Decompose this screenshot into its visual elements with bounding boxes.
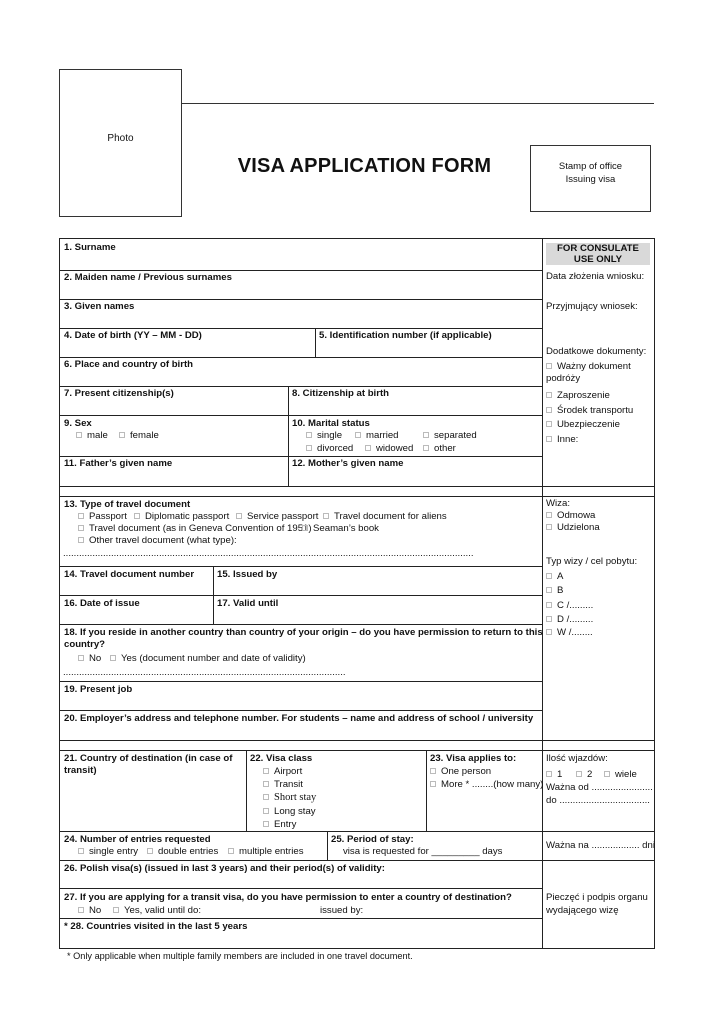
checkbox-icon bbox=[263, 821, 269, 827]
no-label: No bbox=[89, 905, 102, 916]
geneva-label: Travel document (as in Geneva Convention of 1951) bbox=[89, 523, 312, 534]
row-divider bbox=[59, 415, 542, 416]
entries-1-label: 1 bbox=[557, 769, 563, 780]
checkbox-geneva-document[interactable] bbox=[78, 523, 312, 535]
checkbox-icon bbox=[546, 616, 552, 622]
checkbox-icon bbox=[78, 537, 84, 543]
male-label: male bbox=[87, 430, 108, 441]
row-divider bbox=[59, 566, 542, 567]
checkbox-short-stay[interactable] bbox=[263, 792, 316, 804]
checkbox-icon bbox=[236, 513, 242, 519]
row-divider bbox=[59, 710, 542, 711]
double-entries-label: double entries bbox=[158, 846, 219, 857]
refusal-label: Odmowa bbox=[557, 510, 596, 521]
type-w-label: W /........ bbox=[557, 627, 593, 638]
entry-label: Entry bbox=[274, 819, 297, 830]
field-date-of-issue[interactable]: 16. Date of issue bbox=[64, 598, 140, 609]
row-divider bbox=[59, 740, 542, 741]
field-transit-permission: 27. If you are applying for a transit visa, do you have permission to enter a country of destination? bbox=[64, 892, 512, 903]
row-divider bbox=[59, 456, 542, 457]
consulate-stamp-sign: Pieczęć i podpis organu bbox=[546, 892, 648, 903]
type-b-label: B bbox=[557, 585, 564, 596]
col-divider bbox=[213, 566, 214, 624]
checkbox-icon bbox=[323, 513, 329, 519]
checkbox-icon bbox=[78, 907, 84, 913]
checkbox-service-passport[interactable] bbox=[236, 511, 318, 523]
row-divider bbox=[59, 270, 542, 271]
checkbox-icon bbox=[546, 436, 552, 442]
field-destination-country[interactable]: 21. Country of destination (in case of bbox=[64, 753, 233, 764]
consulate-heading: FOR CONSULATE USE ONLY bbox=[546, 243, 650, 265]
col-divider bbox=[426, 750, 427, 831]
consulate-valid-to[interactable]: do .................................. bbox=[546, 795, 650, 806]
checkbox-icon bbox=[263, 794, 269, 800]
row-divider bbox=[59, 860, 542, 861]
consulate-valid-from[interactable]: Ważna od ....................... bbox=[546, 782, 653, 793]
female-label: female bbox=[130, 430, 159, 441]
checkbox-icon bbox=[78, 655, 84, 661]
checkbox-one-person[interactable] bbox=[430, 766, 491, 778]
field-marital-status: 10. Marital status bbox=[292, 418, 370, 429]
consulate-visa-type: Typ wizy / cel pobytu: bbox=[546, 556, 638, 567]
footnote: * Only applicable when multiple family members are included in one travel document. bbox=[67, 951, 413, 961]
airport-label: Airport bbox=[274, 766, 303, 777]
field-surname[interactable]: 1. Surname bbox=[64, 242, 116, 253]
separated-label: separated bbox=[434, 430, 477, 441]
row-divider bbox=[59, 486, 542, 487]
row-divider bbox=[59, 918, 542, 919]
consulate-divider bbox=[542, 238, 543, 949]
entries-2-label: 2 bbox=[587, 769, 593, 780]
checkbox-icon bbox=[546, 407, 552, 413]
checkbox-double-entries[interactable] bbox=[147, 846, 218, 858]
checkbox-icon bbox=[430, 768, 436, 774]
checkbox-diplomatic-passport[interactable] bbox=[134, 511, 229, 523]
checkbox-icon bbox=[546, 587, 552, 593]
multiple-entries-label: multiple entries bbox=[239, 846, 304, 857]
checkbox-married[interactable] bbox=[355, 430, 399, 442]
checkbox-transit-no[interactable] bbox=[78, 905, 101, 917]
field-period-of-stay: 25. Period of stay: bbox=[331, 834, 414, 845]
checkbox-other[interactable] bbox=[423, 443, 456, 455]
checkbox-icon bbox=[263, 781, 269, 787]
field-issued-by[interactable]: 15. Issued by bbox=[217, 569, 278, 580]
consulate-entries-count: Ilość wjazdów: bbox=[546, 753, 608, 764]
checkbox-icon bbox=[263, 808, 269, 814]
checkbox-icon bbox=[546, 629, 552, 635]
invitation-label: Zaproszenie bbox=[557, 390, 610, 401]
field-valid-until[interactable]: 17. Valid until bbox=[217, 598, 279, 609]
checkbox-icon bbox=[78, 848, 84, 854]
transport-label: Środek transportu bbox=[557, 405, 634, 416]
col-divider bbox=[315, 328, 316, 357]
period-of-stay-input[interactable]: visa is requested for _________ days bbox=[343, 846, 503, 857]
checkbox-icon bbox=[228, 848, 234, 854]
consulate-divider-h bbox=[542, 831, 655, 832]
header-rule bbox=[182, 103, 654, 104]
field-citizenship-at-birth[interactable]: 8. Citizenship at birth bbox=[292, 388, 390, 399]
checkbox-transit-yes[interactable] bbox=[113, 905, 201, 917]
checkbox-male[interactable] bbox=[76, 430, 108, 442]
consulate-valid-days[interactable]: Ważna na .................. dni bbox=[546, 840, 655, 851]
insurance-label: Ubezpieczenie bbox=[557, 419, 620, 430]
consulate-divider-h bbox=[542, 740, 655, 741]
checkbox-icon bbox=[576, 771, 582, 777]
checkbox-icon bbox=[147, 848, 153, 854]
checkbox-passport[interactable] bbox=[78, 511, 127, 523]
yes-label: Yes (document number and date of validity) bbox=[121, 653, 306, 664]
row-divider bbox=[59, 888, 542, 889]
checkbox-multiple-entries[interactable] bbox=[228, 846, 304, 858]
type-a-label: A bbox=[557, 571, 564, 582]
checkbox-long-stay[interactable] bbox=[263, 806, 316, 818]
checkbox-return-no[interactable] bbox=[78, 653, 101, 665]
col-divider bbox=[246, 750, 247, 831]
checkbox-icon bbox=[355, 432, 361, 438]
checkbox-icon bbox=[113, 907, 119, 913]
other-docs-label: Inne: bbox=[557, 434, 579, 445]
field-date-of-birth[interactable]: 4. Date of birth (YY – MM - DD) bbox=[64, 330, 202, 341]
transit-issued-by[interactable]: issued by: bbox=[320, 905, 364, 916]
checkbox-icon bbox=[546, 363, 552, 369]
checkbox-type-d[interactable] bbox=[546, 614, 593, 626]
checkbox-valid-travel-doc[interactable] bbox=[546, 361, 631, 373]
col-divider bbox=[327, 831, 328, 860]
checkbox-divorced[interactable] bbox=[306, 443, 353, 455]
consulate-stamp-sign-cont: wydającego wizę bbox=[546, 905, 619, 916]
checkbox-icon bbox=[546, 602, 552, 608]
transit-label: Transit bbox=[274, 779, 303, 790]
checkbox-icon bbox=[430, 781, 436, 787]
field-sex: 9. Sex bbox=[64, 418, 92, 429]
checkbox-separated[interactable] bbox=[423, 430, 477, 442]
checkbox-icon bbox=[78, 525, 84, 531]
checkbox-single-entry[interactable] bbox=[78, 846, 138, 858]
checkbox-type-w[interactable] bbox=[546, 627, 593, 639]
type-c-label: C /......... bbox=[557, 600, 594, 611]
consulate-divider-h bbox=[542, 860, 655, 861]
type-d-label: D /......... bbox=[557, 614, 594, 625]
seaman-label: Seaman’s book bbox=[313, 523, 379, 534]
no-label: No bbox=[89, 653, 102, 664]
checkbox-widowed[interactable] bbox=[365, 443, 413, 455]
checkbox-icon bbox=[423, 432, 429, 438]
field-identification-number[interactable]: 5. Identification number (if applicable) bbox=[319, 330, 492, 341]
row-divider bbox=[59, 750, 542, 751]
field-maiden-name[interactable]: 2. Maiden name / Previous surnames bbox=[64, 272, 232, 283]
checkbox-seamans-book[interactable] bbox=[302, 523, 379, 535]
yes-valid-label: Yes, valid until do: bbox=[124, 905, 201, 916]
consulate-additional-docs: Dodatkowe dokumenty: bbox=[546, 346, 647, 357]
checkbox-type-a[interactable] bbox=[546, 571, 563, 583]
checkbox-icon bbox=[546, 573, 552, 579]
long-stay-label: Long stay bbox=[274, 806, 316, 817]
row-divider bbox=[59, 328, 542, 329]
field-employer-address[interactable]: 20. Employer’s address and telephone number. For students – name and address of school / university bbox=[64, 713, 534, 724]
row-divider bbox=[59, 681, 542, 682]
checkbox-entries-2[interactable] bbox=[576, 769, 592, 781]
checkbox-entries-many[interactable] bbox=[604, 769, 637, 781]
field-return-permission-cont: country? bbox=[64, 639, 106, 650]
checkbox-icon bbox=[302, 525, 308, 531]
checkbox-icon bbox=[546, 771, 552, 777]
checkbox-type-c[interactable] bbox=[546, 600, 593, 612]
checkbox-more-persons[interactable] bbox=[430, 779, 543, 791]
entries-many-label: wiele bbox=[615, 769, 637, 780]
checkbox-invitation[interactable] bbox=[546, 390, 610, 402]
row-divider bbox=[59, 595, 542, 596]
checkbox-icon bbox=[78, 513, 84, 519]
other-doc-label: Other travel document (what type): bbox=[89, 535, 237, 546]
field-given-names[interactable]: 3. Given names bbox=[64, 301, 135, 312]
valid-doc-label-cont: podróży bbox=[546, 373, 581, 384]
other-label: other bbox=[434, 443, 456, 454]
checkbox-icon bbox=[306, 432, 312, 438]
checkbox-single[interactable] bbox=[306, 430, 342, 442]
checkbox-icon bbox=[110, 655, 116, 661]
checkbox-transport[interactable] bbox=[546, 405, 633, 417]
row-divider bbox=[59, 386, 542, 387]
passport-label: Passport bbox=[89, 511, 127, 522]
more-persons-label: More * ........(how many) bbox=[441, 779, 544, 790]
checkbox-insurance[interactable] bbox=[546, 419, 620, 431]
married-label: married bbox=[366, 430, 399, 441]
checkbox-icon bbox=[306, 445, 312, 451]
checkbox-entry[interactable] bbox=[263, 819, 296, 831]
short-stay-label: Short stay bbox=[274, 792, 317, 803]
photo-box bbox=[59, 69, 182, 217]
consulate-divider-h bbox=[542, 750, 655, 751]
consulate-visa: Wiza: bbox=[546, 498, 570, 509]
field-fathers-name[interactable]: 11. Father’s given name bbox=[64, 458, 173, 469]
checkbox-granted[interactable] bbox=[546, 522, 600, 534]
checkbox-other-docs[interactable] bbox=[546, 434, 578, 446]
row-divider bbox=[59, 357, 542, 358]
checkbox-female[interactable] bbox=[119, 430, 159, 442]
dotted-fill-line[interactable]: .......................................................................................................................................................... bbox=[63, 548, 474, 559]
field-mothers-name[interactable]: 12. Mother’s given name bbox=[292, 458, 404, 469]
checkbox-other-document[interactable] bbox=[78, 535, 237, 547]
checkbox-return-yes[interactable] bbox=[110, 653, 306, 665]
checkbox-type-b[interactable] bbox=[546, 585, 563, 597]
one-person-label: One person bbox=[441, 766, 492, 777]
col-divider bbox=[288, 386, 289, 486]
granted-label: Udzielona bbox=[557, 522, 600, 533]
field-present-job[interactable]: 19. Present job bbox=[64, 684, 133, 695]
stamp-line-1: Stamp of office bbox=[558, 161, 623, 172]
consulate-receiving-officer: Przyjmujący wniosek: bbox=[546, 301, 638, 312]
field-number-of-entries: 24. Number of entries requested bbox=[64, 834, 211, 845]
checkbox-icon bbox=[546, 392, 552, 398]
checkbox-icon bbox=[119, 432, 125, 438]
field-place-of-birth[interactable]: 6. Place and country of birth bbox=[64, 359, 194, 370]
row-divider bbox=[59, 831, 542, 832]
photo-label: Photo bbox=[107, 133, 134, 144]
row-divider bbox=[59, 624, 542, 625]
checkbox-icon bbox=[134, 513, 140, 519]
checkbox-icon bbox=[546, 524, 552, 530]
service-label: Service passport bbox=[247, 511, 319, 522]
row-divider bbox=[59, 299, 542, 300]
checkbox-icon bbox=[76, 432, 82, 438]
checkbox-icon bbox=[604, 771, 610, 777]
stamp-line-2: Issuing visa bbox=[565, 174, 616, 185]
widowed-label: widowed bbox=[376, 443, 414, 454]
checkbox-icon bbox=[263, 768, 269, 774]
field-travel-document-number[interactable]: 14. Travel document number bbox=[64, 569, 195, 580]
field-travel-document-type: 13. Type of travel document bbox=[64, 499, 191, 510]
consulate-divider-h bbox=[542, 486, 655, 487]
consulate-date-submitted: Data złożenia wniosku: bbox=[546, 271, 645, 282]
checkbox-refusal[interactable] bbox=[546, 510, 595, 522]
field-return-permission: 18. If you reside in another country than country of your origin – do you have permission to return to this bbox=[64, 627, 543, 638]
field-countries-visited[interactable]: * 28. Countries visited in the last 5 years bbox=[64, 921, 248, 932]
field-visa-applies-to: 23. Visa applies to: bbox=[430, 753, 517, 764]
page-title: VISA APPLICATION FORM bbox=[237, 155, 492, 177]
diplomatic-label: Diplomatic passport bbox=[145, 511, 230, 522]
consulate-divider-h bbox=[542, 496, 655, 497]
checkbox-icon bbox=[365, 445, 371, 451]
checkbox-icon bbox=[546, 421, 552, 427]
checkbox-icon bbox=[423, 445, 429, 451]
field-visa-class: 22. Visa class bbox=[250, 753, 313, 764]
checkbox-travel-doc-aliens[interactable] bbox=[323, 511, 447, 523]
divorced-label: divorced bbox=[317, 443, 354, 454]
checkbox-airport[interactable] bbox=[263, 766, 302, 778]
row-divider bbox=[59, 496, 542, 497]
stamp-box bbox=[530, 145, 651, 212]
field-polish-visas[interactable]: 26. Polish visa(s) (issued in last 3 years) and their period(s) of validity: bbox=[64, 863, 385, 874]
aliens-label: Travel document for aliens bbox=[334, 511, 447, 522]
field-present-citizenship[interactable]: 7. Present citizenship(s) bbox=[64, 388, 174, 399]
checkbox-icon bbox=[546, 512, 552, 518]
checkbox-entries-1[interactable] bbox=[546, 769, 562, 781]
field-destination-country-cont: transit) bbox=[64, 765, 97, 776]
valid-doc-label: Ważny dokument bbox=[557, 361, 631, 372]
single-entry-label: single entry bbox=[89, 846, 139, 857]
dotted-fill-line[interactable]: .......................................................................................................... bbox=[63, 667, 346, 678]
single-label: single bbox=[317, 430, 343, 441]
checkbox-transit[interactable] bbox=[263, 779, 303, 791]
